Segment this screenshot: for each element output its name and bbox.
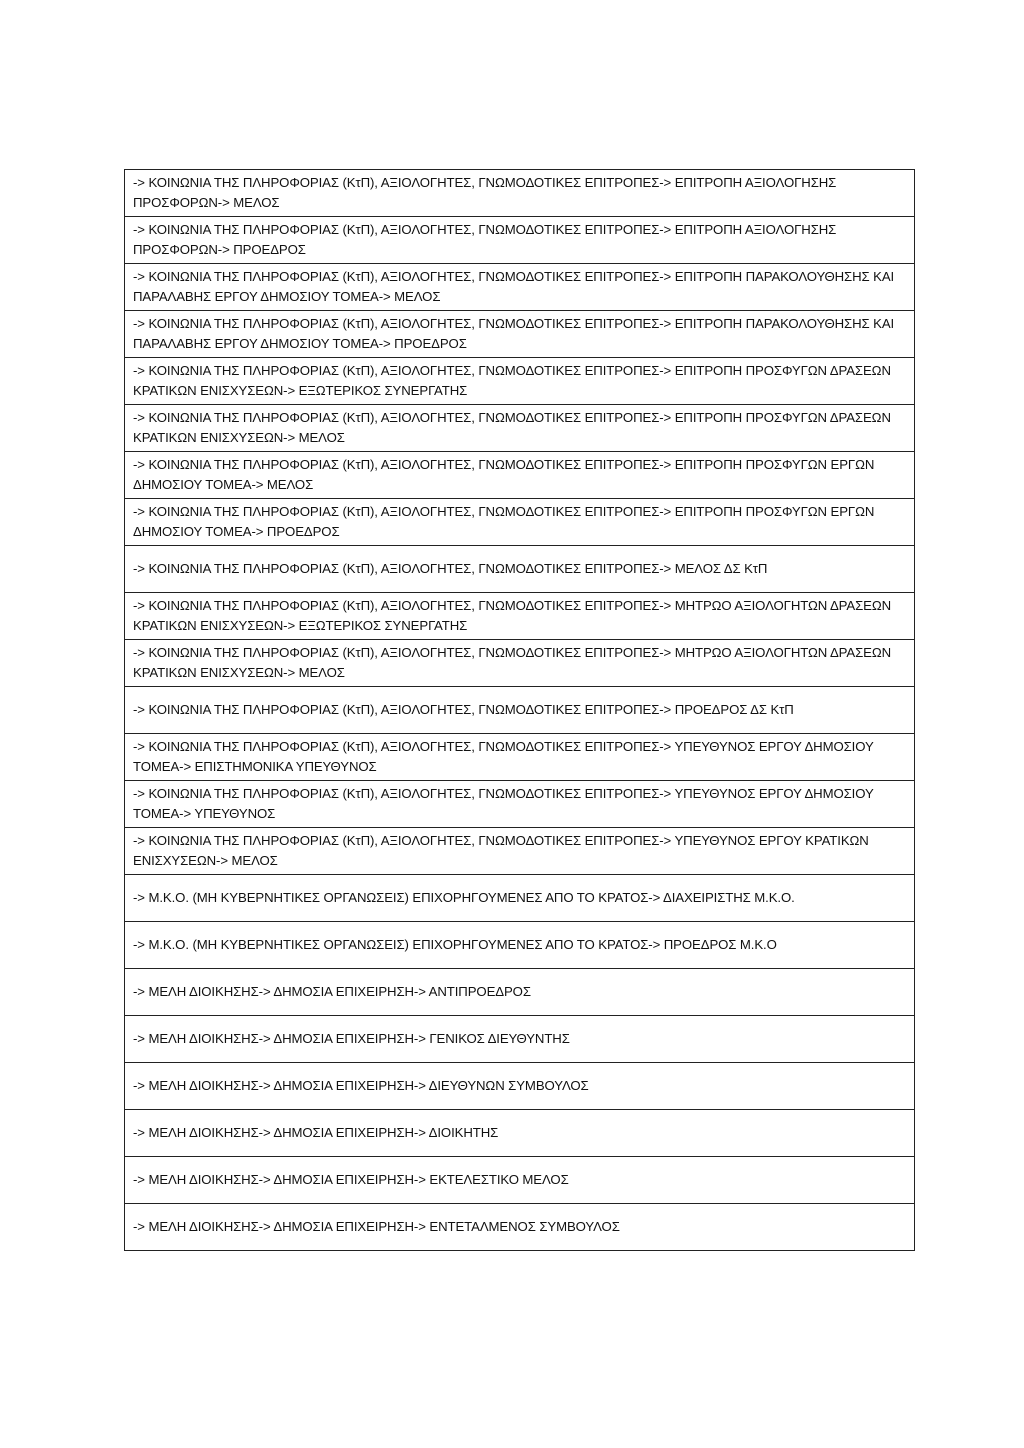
table-cell: -> ΚΟΙΝΩΝΙΑ ΤΗΣ ΠΛΗΡΟΦΟΡΙΑΣ (ΚτΠ), ΑΞΙΟΛΟΓΗΤΕΣ, ΓΝΩΜΟΔΟΤΙΚΕΣ ΕΠΙΤΡΟΠΕΣ-> ΕΠΙΤΡΟΠΗ ΑΞΙΟΛΟΓΗΣΗΣ ΠΡΟΣΦΟΡΩΝ-> ΠΡΟΕΔΡΟΣ	[125, 217, 915, 264]
table-row	[125, 405, 915, 452]
table-cell: -> ΜΕΛΗ ΔΙΟΙΚΗΣΗΣ-> ΔΗΜΟΣΙΑ ΕΠΙΧΕΙΡΗΣΗ-> ΕΝΤΕΤΑΛΜΕΝΟΣ ΣΥΜΒΟΥΛΟΣ	[125, 1204, 915, 1251]
table-cell: -> ΜΕΛΗ ΔΙΟΙΚΗΣΗΣ-> ΔΗΜΟΣΙΑ ΕΠΙΧΕΙΡΗΣΗ-> ΕΚΤΕΛΕΣΤΙΚΟ ΜΕΛΟΣ	[125, 1157, 915, 1204]
table-row	[125, 828, 915, 875]
table-cell: -> ΚΟΙΝΩΝΙΑ ΤΗΣ ΠΛΗΡΟΦΟΡΙΑΣ (ΚτΠ), ΑΞΙΟΛΟΓΗΤΕΣ, ΓΝΩΜΟΔΟΤΙΚΕΣ ΕΠΙΤΡΟΠΕΣ-> ΠΡΟΕΔΡΟΣ ΔΣ ΚτΠ	[125, 687, 915, 734]
table-row	[125, 1063, 915, 1110]
table-cell: -> ΚΟΙΝΩΝΙΑ ΤΗΣ ΠΛΗΡΟΦΟΡΙΑΣ (ΚτΠ), ΑΞΙΟΛΟΓΗΤΕΣ, ΓΝΩΜΟΔΟΤΙΚΕΣ ΕΠΙΤΡΟΠΕΣ-> ΜΗΤΡΩΟ ΑΞΙΟΛΟΓΗΤΩΝ ΔΡΑΣΕΩΝ ΚΡΑΤΙΚΩΝ ΕΝΙΣΧΥΣΕΩΝ-> ΜΕΛΟΣ	[125, 640, 915, 687]
table-row	[125, 217, 915, 264]
table-row	[125, 1016, 915, 1063]
table-cell: -> ΚΟΙΝΩΝΙΑ ΤΗΣ ΠΛΗΡΟΦΟΡΙΑΣ (ΚτΠ), ΑΞΙΟΛΟΓΗΤΕΣ, ΓΝΩΜΟΔΟΤΙΚΕΣ ΕΠΙΤΡΟΠΕΣ-> ΕΠΙΤΡΟΠΗ ΑΞΙΟΛΟΓΗΣΗΣ ΠΡΟΣΦΟΡΩΝ-> ΜΕΛΟΣ	[125, 170, 915, 217]
table-cell: -> ΚΟΙΝΩΝΙΑ ΤΗΣ ΠΛΗΡΟΦΟΡΙΑΣ (ΚτΠ), ΑΞΙΟΛΟΓΗΤΕΣ, ΓΝΩΜΟΔΟΤΙΚΕΣ ΕΠΙΤΡΟΠΕΣ-> ΕΠΙΤΡΟΠΗ ΠΡΟΣΦΥΓΩΝ ΕΡΓΩΝ ΔΗΜΟΣΙΟΥ ΤΟΜΕΑ-> ΜΕΛΟΣ	[125, 452, 915, 499]
table-cell: -> Μ.Κ.Ο. (ΜΗ ΚΥΒΕΡΝΗΤΙΚΕΣ ΟΡΓΑΝΩΣΕΙΣ) ΕΠΙΧΟΡΗΓΟΥΜΕΝΕΣ ΑΠΟ ΤΟ ΚΡΑΤΟΣ-> ΠΡΟΕΔΡΟΣ Μ.Κ.Ο	[125, 922, 915, 969]
table-cell: -> ΜΕΛΗ ΔΙΟΙΚΗΣΗΣ-> ΔΗΜΟΣΙΑ ΕΠΙΧΕΙΡΗΣΗ-> ΑΝΤΙΠΡΟΕΔΡΟΣ	[125, 969, 915, 1016]
table-row	[125, 170, 915, 217]
table-row	[125, 875, 915, 922]
table-row	[125, 358, 915, 405]
table-cell: -> ΚΟΙΝΩΝΙΑ ΤΗΣ ΠΛΗΡΟΦΟΡΙΑΣ (ΚτΠ), ΑΞΙΟΛΟΓΗΤΕΣ, ΓΝΩΜΟΔΟΤΙΚΕΣ ΕΠΙΤΡΟΠΕΣ-> ΜΕΛΟΣ ΔΣ ΚτΠ	[125, 546, 915, 593]
position-table-body	[125, 170, 915, 1251]
table-row	[125, 969, 915, 1016]
table-row	[125, 640, 915, 687]
table-cell: -> ΚΟΙΝΩΝΙΑ ΤΗΣ ΠΛΗΡΟΦΟΡΙΑΣ (ΚτΠ), ΑΞΙΟΛΟΓΗΤΕΣ, ΓΝΩΜΟΔΟΤΙΚΕΣ ΕΠΙΤΡΟΠΕΣ-> ΥΠΕΥΘΥΝΟΣ ΕΡΓΟΥ ΔΗΜΟΣΙΟΥ ΤΟΜΕΑ-> ΥΠΕΥΘΥΝΟΣ	[125, 781, 915, 828]
table-row	[125, 922, 915, 969]
table-cell: -> ΜΕΛΗ ΔΙΟΙΚΗΣΗΣ-> ΔΗΜΟΣΙΑ ΕΠΙΧΕΙΡΗΣΗ-> ΔΙΕΥΘΥΝΩΝ ΣΥΜΒΟΥΛΟΣ	[125, 1063, 915, 1110]
table-row	[125, 499, 915, 546]
table-row	[125, 311, 915, 358]
table-row	[125, 734, 915, 781]
table-row	[125, 593, 915, 640]
table-row	[125, 546, 915, 593]
table-row	[125, 264, 915, 311]
table-row	[125, 687, 915, 734]
table-row	[125, 1204, 915, 1251]
table-cell: -> ΚΟΙΝΩΝΙΑ ΤΗΣ ΠΛΗΡΟΦΟΡΙΑΣ (ΚτΠ), ΑΞΙΟΛΟΓΗΤΕΣ, ΓΝΩΜΟΔΟΤΙΚΕΣ ΕΠΙΤΡΟΠΕΣ-> ΥΠΕΥΘΥΝΟΣ ΕΡΓΟΥ ΚΡΑΤΙΚΩΝ ΕΝΙΣΧΥΣΕΩΝ-> ΜΕΛΟΣ	[125, 828, 915, 875]
table-row	[125, 452, 915, 499]
table-cell: -> ΚΟΙΝΩΝΙΑ ΤΗΣ ΠΛΗΡΟΦΟΡΙΑΣ (ΚτΠ), ΑΞΙΟΛΟΓΗΤΕΣ, ΓΝΩΜΟΔΟΤΙΚΕΣ ΕΠΙΤΡΟΠΕΣ-> ΕΠΙΤΡΟΠΗ ΠΡΟΣΦΥΓΩΝ ΕΡΓΩΝ ΔΗΜΟΣΙΟΥ ΤΟΜΕΑ-> ΠΡΟΕΔΡΟΣ	[125, 499, 915, 546]
table-row	[125, 1110, 915, 1157]
table-cell: -> ΚΟΙΝΩΝΙΑ ΤΗΣ ΠΛΗΡΟΦΟΡΙΑΣ (ΚτΠ), ΑΞΙΟΛΟΓΗΤΕΣ, ΓΝΩΜΟΔΟΤΙΚΕΣ ΕΠΙΤΡΟΠΕΣ-> ΕΠΙΤΡΟΠΗ ΠΑΡΑΚΟΛΟΥΘΗΣΗΣ ΚΑΙ ΠΑΡΑΛΑΒΗΣ ΕΡΓΟΥ ΔΗΜΟΣΙΟΥ ΤΟΜΕΑ-> ΠΡΟΕΔΡΟΣ	[125, 311, 915, 358]
table-cell: -> ΚΟΙΝΩΝΙΑ ΤΗΣ ΠΛΗΡΟΦΟΡΙΑΣ (ΚτΠ), ΑΞΙΟΛΟΓΗΤΕΣ, ΓΝΩΜΟΔΟΤΙΚΕΣ ΕΠΙΤΡΟΠΕΣ-> ΕΠΙΤΡΟΠΗ ΠΡΟΣΦΥΓΩΝ ΔΡΑΣΕΩΝ ΚΡΑΤΙΚΩΝ ΕΝΙΣΧΥΣΕΩΝ-> ΕΞΩΤΕΡΙΚΟΣ ΣΥΝΕΡΓΑΤΗΣ	[125, 358, 915, 405]
table-cell: -> ΚΟΙΝΩΝΙΑ ΤΗΣ ΠΛΗΡΟΦΟΡΙΑΣ (ΚτΠ), ΑΞΙΟΛΟΓΗΤΕΣ, ΓΝΩΜΟΔΟΤΙΚΕΣ ΕΠΙΤΡΟΠΕΣ-> ΕΠΙΤΡΟΠΗ ΠΑΡΑΚΟΛΟΥΘΗΣΗΣ ΚΑΙ ΠΑΡΑΛΑΒΗΣ ΕΡΓΟΥ ΔΗΜΟΣΙΟΥ ΤΟΜΕΑ-> ΜΕΛΟΣ	[125, 264, 915, 311]
position-table	[124, 169, 915, 1251]
table-cell: -> Μ.Κ.Ο. (ΜΗ ΚΥΒΕΡΝΗΤΙΚΕΣ ΟΡΓΑΝΩΣΕΙΣ) ΕΠΙΧΟΡΗΓΟΥΜΕΝΕΣ ΑΠΟ ΤΟ ΚΡΑΤΟΣ-> ΔΙΑΧΕΙΡΙΣΤΗΣ Μ.Κ.Ο.	[125, 875, 915, 922]
table-cell: -> ΚΟΙΝΩΝΙΑ ΤΗΣ ΠΛΗΡΟΦΟΡΙΑΣ (ΚτΠ), ΑΞΙΟΛΟΓΗΤΕΣ, ΓΝΩΜΟΔΟΤΙΚΕΣ ΕΠΙΤΡΟΠΕΣ-> ΕΠΙΤΡΟΠΗ ΠΡΟΣΦΥΓΩΝ ΔΡΑΣΕΩΝ ΚΡΑΤΙΚΩΝ ΕΝΙΣΧΥΣΕΩΝ-> ΜΕΛΟΣ	[125, 405, 915, 452]
table-cell: -> ΜΕΛΗ ΔΙΟΙΚΗΣΗΣ-> ΔΗΜΟΣΙΑ ΕΠΙΧΕΙΡΗΣΗ-> ΔΙΟΙΚΗΤΗΣ	[125, 1110, 915, 1157]
table-row	[125, 1157, 915, 1204]
table-cell: -> ΚΟΙΝΩΝΙΑ ΤΗΣ ΠΛΗΡΟΦΟΡΙΑΣ (ΚτΠ), ΑΞΙΟΛΟΓΗΤΕΣ, ΓΝΩΜΟΔΟΤΙΚΕΣ ΕΠΙΤΡΟΠΕΣ-> ΥΠΕΥΘΥΝΟΣ ΕΡΓΟΥ ΔΗΜΟΣΙΟΥ ΤΟΜΕΑ-> ΕΠΙΣΤΗΜΟΝΙΚΑ ΥΠΕΥΘΥΝΟΣ	[125, 734, 915, 781]
table-cell: -> ΚΟΙΝΩΝΙΑ ΤΗΣ ΠΛΗΡΟΦΟΡΙΑΣ (ΚτΠ), ΑΞΙΟΛΟΓΗΤΕΣ, ΓΝΩΜΟΔΟΤΙΚΕΣ ΕΠΙΤΡΟΠΕΣ-> ΜΗΤΡΩΟ ΑΞΙΟΛΟΓΗΤΩΝ ΔΡΑΣΕΩΝ ΚΡΑΤΙΚΩΝ ΕΝΙΣΧΥΣΕΩΝ-> ΕΞΩΤΕΡΙΚΟΣ ΣΥΝΕΡΓΑΤΗΣ	[125, 593, 915, 640]
table-cell: -> ΜΕΛΗ ΔΙΟΙΚΗΣΗΣ-> ΔΗΜΟΣΙΑ ΕΠΙΧΕΙΡΗΣΗ-> ΓΕΝΙΚΟΣ ΔΙΕΥΘΥΝΤΗΣ	[125, 1016, 915, 1063]
table-row	[125, 781, 915, 828]
